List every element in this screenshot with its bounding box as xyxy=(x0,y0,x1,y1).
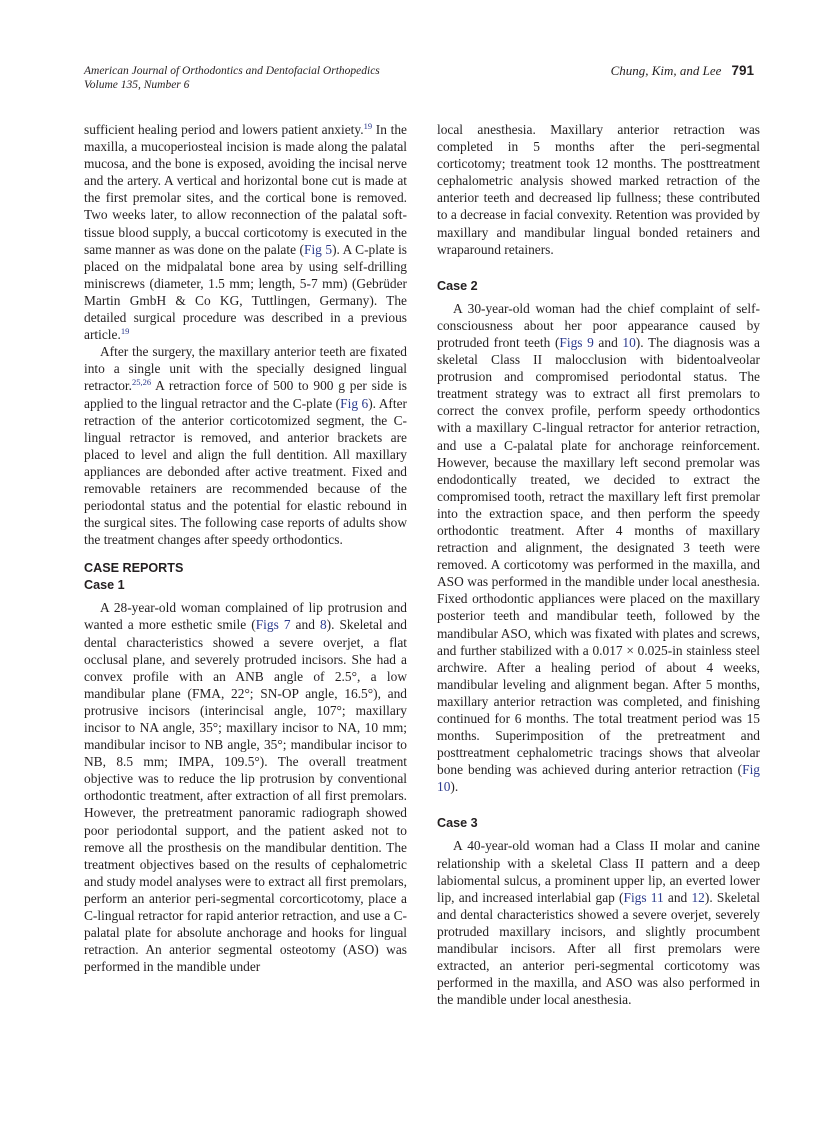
text-run: and xyxy=(290,617,320,633)
text-run: A retraction force of 500 to 900 g per side is applied to the lingual retractor and the C-plate ( xyxy=(84,378,407,411)
paragraph-retraction xyxy=(84,343,407,548)
text-run: In the maxilla, a mucoperiosteal incision is made along the palatal mucosa, and the bone is exposed, avoiding the incisal nerve and the artery. A vertical and horizontal bone cut is made at the first premolar sites, and the cortical bone is removed. Two weeks later, to allow reconnection of the palatal soft-tissue blood supply, a buccal corticotomy is executed in the same manner as was done on the palate ( xyxy=(84,122,407,257)
figure-link-fig7[interactable]: Figs 7 xyxy=(255,617,291,633)
running-head xyxy=(84,64,754,96)
figure-link-fig5[interactable]: Fig 5 xyxy=(304,241,333,257)
right-column xyxy=(437,121,760,1008)
text-run: A 30-year-old woman had the chief complaint of self-consciousness about her poor appearance caused by protruded front teeth ( xyxy=(437,300,760,350)
spacer xyxy=(437,795,760,815)
reference-link-19[interactable]: 19 xyxy=(363,121,373,131)
figure-link-fig8[interactable]: 8 xyxy=(319,617,327,633)
text-run: ). xyxy=(450,779,459,795)
reference-link-25-26[interactable]: 25,26 xyxy=(131,377,152,388)
text-run: ). The diagnosis was a skeletal Class II malocclusion with bidentoalveolar protrusion and compromised periodontal status. The treatment strategy was to extract all first premolars to correct the convex profile, perform speedy orthodontics with a maxillary C-lingual retractor for anterior retraction, and use a C-palatal plate for anchorage reinforcement. However, because the maxillary left second premolar was endodontically treated, we decided to extract the compromised tooth, retract the maxillary left first premolar into the extraction space, and then perform the speedy orthodontic treatment. After 4 months of maxillary retraction and alignment, the designated 3 teeth were removed. A corticotomy was performed in the maxilla, and ASO was performed in the mandible under local anesthesia. Fixed orthodontic appliances were placed on the maxillary posterior teeth and mandibular teeth, followed by the mandibular ASO, which was fixated with plates and screws, and further stabilized with a 0.017 × 0.025-in stainless steel archwire. After a healing period of about 4 weeks, mandibular leveling and alignment began. After 5 months, maxillary anterior retraction was completed, and finishing continued for 6 months. The total treatment period was 15 months. Superimposition of the pretreatment and posttreatment cephalometric tracings shows that alveolar bone bending was achieved during anterior retraction ( xyxy=(437,334,760,778)
text-run: and xyxy=(663,889,692,905)
figure-link-fig10[interactable]: 10 xyxy=(622,334,636,350)
text-run: After the surgery, the maxillary anterior teeth are fixated into a single unit with the specially designed lingual retractor. xyxy=(84,344,407,394)
spacer xyxy=(437,258,760,278)
figure-link-fig9[interactable]: Figs 9 xyxy=(559,334,594,350)
volume-issue: Volume 135, Number 6 xyxy=(84,79,190,91)
journal-info xyxy=(84,64,380,92)
text-run: sufficient healing period and lowers patient anxiety. xyxy=(84,122,364,137)
author-page-info xyxy=(611,64,754,78)
text-run: and xyxy=(593,334,623,350)
figure-link-fig11[interactable]: Figs 11 xyxy=(623,889,664,905)
paragraph-case-3 xyxy=(437,837,760,1008)
paragraph-case-2 xyxy=(437,300,760,796)
page-number: 791 xyxy=(731,63,754,78)
spacer xyxy=(84,548,407,560)
figure-link-fig12[interactable]: 12 xyxy=(691,889,705,905)
journal-title: American Journal of Orthodontics and Dentofacial Orthopedics xyxy=(84,65,380,77)
text-run: ). After retraction of the anterior corticotomized segment, the C-lingual retractor is removed, and anterior brackets are placed to level and align the full dentition. All maxillary appliances are debonded after active treatment. Fixed and removable retainers are recommended because of the periodontal status and the potential for elastic rebound in the surgical sites. The following case reports of adults show the treatment changes after speedy orthodontics. xyxy=(84,395,408,548)
text-run: ). Skeletal and dental characteristics showed a severe overjet, severely protruded maxillary incisors, and slightly procumbent mandibular incisors. After all first premolars were extracted, an anterior peri-segmental corticotomy was performed in the maxilla, and ASO was also performed in the mandible under local anesthesia. xyxy=(437,889,761,1008)
reference-link-19[interactable]: 19 xyxy=(120,326,130,337)
text-run: ). A C-plate is placed on the midpalatal bone area by using self-drilling miniscrews (diameter, 1.5 mm; length, 5-7 mm) (Gebrüder Martin GmbH & Co KG, Tuttlingen, Germany). The detailed surgical procedure was described in a previous article. xyxy=(84,241,407,343)
running-authors: Chung, Kim, and Lee xyxy=(610,63,722,78)
text-run: A 40-year-old woman had a Class II molar and canine relationship with a skeletal Class II pattern and a deep labiomental sulcus, a prominent upper lip, an everted lower lip, and increased interlabial gap ( xyxy=(437,838,760,905)
paragraph-case-1-continued: local anesthesia. Maxillary anterior retraction was completed in 5 months after the peri-segmental corticotomy; treatment took 12 months. The posttreatment cephalometric analysis showed marked retraction of the anterior teeth and decreased lip fullness; these contributed to a decrease in facial convexity. Retention was provided by maxillary and mandibular lingual bonded retainers and wraparound retainers. xyxy=(437,122,760,257)
paragraph-surgical-procedure xyxy=(84,121,407,343)
figure-link-fig10[interactable]: Fig 10 xyxy=(437,762,760,795)
left-column xyxy=(84,121,407,975)
paragraph-case-1 xyxy=(84,599,407,975)
text-run: ). Skeletal and dental characteristics showed a severe overjet, a flat occlusal plane, and severely protruded incisors. She had a convex profile with an ANB angle of 2.5°, a low mandibular plane (FMA, 22°; SN-OP angle, 16.5°), and protrusive incisors (interincisal angle, 107°; maxillary incisor to NA angle, 35°; maxillary incisor to NA, 10 mm; mandibular incisor to NB angle, 35°; mandibular incisor to NB, 8.5 mm; IMPA, 109.5°). The overall treatment objective was to reduce the lip protrusion by conventional orthodontic treatment, after extraction of all first premolars. However, the pretreatment panoramic radiograph showed poor periodontal support, and the patient asked not to remove all the prosthesis on the mandibular dentition. The treatment objectives based on the results of cephalometric and study model analyses were to extract all first premolars, perform an anterior peri-segmental corcorticotomy, place a C-lingual retractor for rapid anterior retraction, and use a C-palatal plate for absolute anchorage and hooks for lingual retraction. An anterior segmental osteotomy (ASO) was performed in the mandible under xyxy=(84,617,407,975)
text-run: A 28-year-old woman complained of lip protrusion and wanted a more esthetic smile ( xyxy=(84,600,407,633)
subheading-case-2: Case 2 xyxy=(437,278,478,293)
figure-link-fig6[interactable]: Fig 6 xyxy=(340,395,369,411)
section-heading-case-reports: CASE REPORTS xyxy=(84,561,184,576)
subheading-case-3: Case 3 xyxy=(437,816,478,831)
subheading-case-1: Case 1 xyxy=(84,578,125,593)
